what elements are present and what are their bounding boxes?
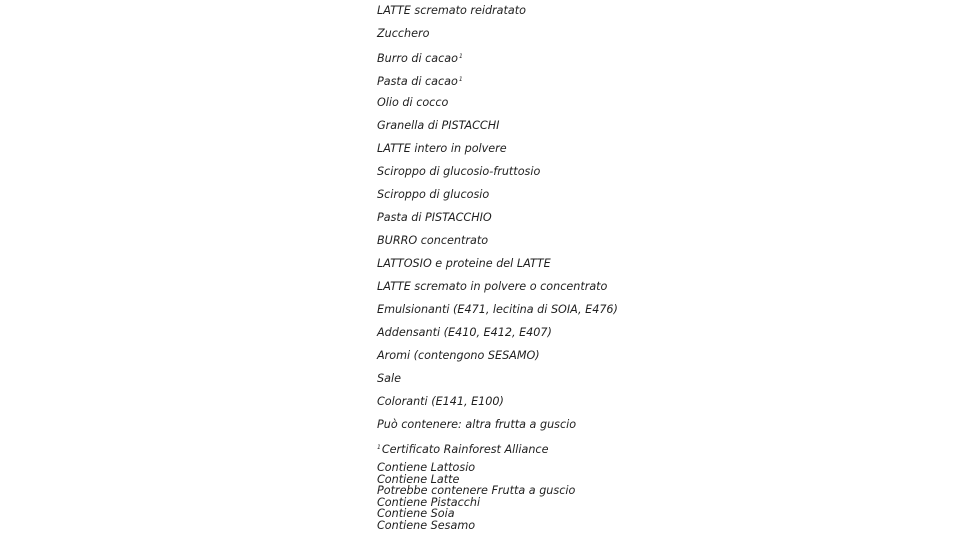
allergen-item: Contiene Sesamo	[377, 518, 476, 532]
ingredient-item	[377, 256, 618, 279]
ingredient-name: Granella di PISTACCHI	[377, 119, 500, 132]
ingredient-name: LATTE intero in polvere	[377, 142, 507, 155]
footnote	[377, 440, 548, 457]
footnote-text: Certificato Rainforest Alliance	[381, 443, 549, 456]
ingredient-item	[377, 95, 618, 118]
ingredient-name: LATTOSIO e proteine del LATTE	[377, 257, 551, 270]
ingredient-name: Zucchero	[377, 27, 430, 40]
allergen-item: Contiene Lattosio	[377, 461, 476, 474]
ingredient-name: Coloranti (E141, E100)	[377, 395, 504, 408]
ingredient-item	[377, 187, 618, 210]
ingredient-item	[377, 348, 618, 371]
ingredient-item	[377, 210, 618, 233]
ingredient-name: Emulsionanti (E471, lecitina di SOIA, E476)	[377, 303, 618, 316]
ingredient-name: LATTE scremato in polvere o concentrato	[377, 280, 608, 293]
ingredient-item	[377, 417, 618, 440]
ingredient-name: Olio di cocco	[377, 96, 449, 109]
allergen-list	[377, 462, 575, 532]
ingredient-item	[377, 325, 618, 348]
footnote-marker: 1	[459, 53, 463, 60]
ingredient-name: LATTE scremato reidratato	[377, 4, 526, 17]
ingredient-name: Pasta di PISTACCHIO	[377, 211, 492, 224]
ingredient-name: Pasta di cacao	[377, 75, 458, 88]
ingredient-item	[377, 26, 618, 49]
ingredient-item	[377, 72, 618, 95]
ingredient-item	[377, 302, 618, 325]
ingredient-item	[377, 279, 618, 302]
ingredient-name: BURRO concentrato	[377, 234, 489, 247]
footnote-marker: 1	[458, 76, 463, 83]
ingredient-name: Sale	[377, 372, 401, 385]
ingredient-name: Burro di cacao	[377, 52, 458, 65]
allergen-item: Contiene Soia	[377, 507, 455, 521]
footnote-marker: 1	[377, 444, 381, 451]
ingredient-name: Può contenere: altra frutta a guscio	[377, 418, 577, 431]
ingredient-item	[377, 371, 618, 394]
allergen-item: Potrebbe contenere Frutta a guscio	[377, 484, 576, 498]
ingredient-name: Addensanti (E410, E412, E407)	[377, 326, 552, 339]
ingredient-name: Sciroppo di glucosio	[377, 188, 490, 201]
ingredient-item	[377, 141, 618, 164]
ingredient-item	[377, 3, 618, 26]
allergen-item: Contiene Latte	[377, 472, 460, 486]
ingredient-item	[377, 233, 618, 256]
ingredient-item	[377, 394, 618, 417]
ingredient-item	[377, 164, 618, 187]
ingredient-item	[377, 118, 618, 141]
ingredient-name: Sciroppo di glucosio-fruttosio	[377, 165, 541, 178]
ingredient-list	[377, 3, 618, 440]
ingredient-name: Aromi (contengono SESAMO)	[377, 349, 540, 362]
ingredient-item	[377, 49, 618, 72]
allergen-item: Contiene Pistacchi	[377, 495, 481, 509]
